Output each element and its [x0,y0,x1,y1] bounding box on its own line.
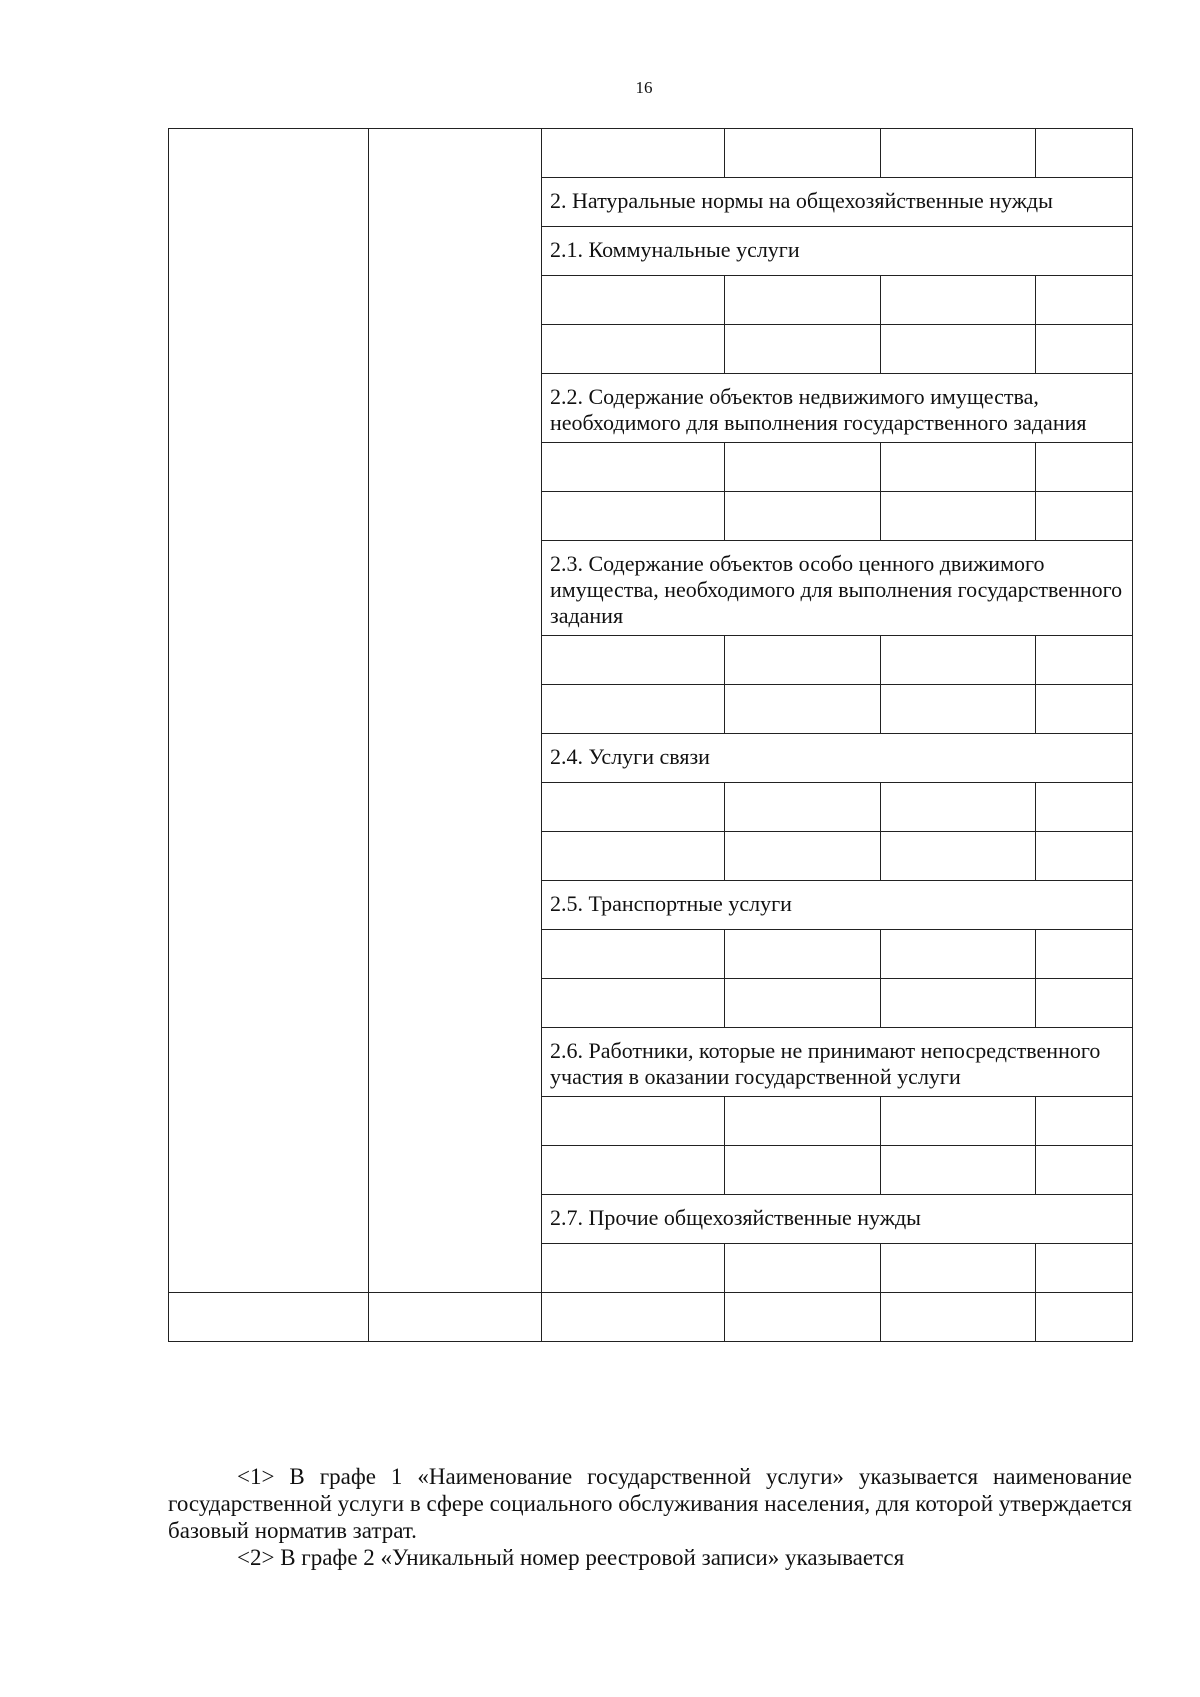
table-cell [725,979,881,1028]
table-cell [542,492,725,541]
table-cell [542,276,725,325]
table-cell [725,443,881,492]
table-cell [542,443,725,492]
table-cell [1036,325,1133,374]
table-cell [1036,443,1133,492]
table-cell [542,979,725,1028]
table-cell [1036,492,1133,541]
table-cell [1036,636,1133,685]
registry-number-cell [369,129,542,1293]
table-cell [881,443,1036,492]
table-cell [1036,832,1133,881]
table-cell [542,930,725,979]
table-cell [725,325,881,374]
table-cell [542,1244,725,1293]
table-cell [542,685,725,734]
table-cell [881,783,1036,832]
section-heading: 2.7. Прочие общехозяйственные нужды [542,1195,1133,1244]
table-cell [1036,1293,1133,1342]
table-cell [881,930,1036,979]
table-cell [725,1097,881,1146]
table-cell [725,832,881,881]
footnotes [168,1463,1132,1571]
section-heading: 2.2. Содержание объектов недвижимого имущества, необходимого для выполнения государственного задания [542,374,1133,443]
table-cell [725,930,881,979]
table-cell [542,1097,725,1146]
table-row [169,129,1133,178]
table-cell [725,276,881,325]
table-cell [881,492,1036,541]
table-cell [1036,1244,1133,1293]
table-cell [1036,129,1133,178]
table-cell [725,685,881,734]
table-cell [542,325,725,374]
table-cell [369,1293,542,1342]
table-cell [542,1293,725,1342]
table-cell [881,636,1036,685]
table-cell [1036,979,1133,1028]
table-cell [1036,783,1133,832]
section-heading: 2.1. Коммунальные услуги [542,227,1133,276]
page-number: 16 [635,78,653,97]
table-cell [881,325,1036,374]
table-cell [725,783,881,832]
section-heading: 2. Натуральные нормы на общехозяйственные нужды [542,178,1133,227]
table-cell [881,276,1036,325]
table-cell [1036,276,1133,325]
table-cell [881,832,1036,881]
table-cell [542,783,725,832]
table-cell [881,1146,1036,1195]
table-cell [1036,685,1133,734]
table-cell [881,1097,1036,1146]
table-cell [881,129,1036,178]
table-cell [542,636,725,685]
table-cell [1036,1097,1133,1146]
table-cell [725,636,881,685]
section-heading: 2.6. Работники, которые не принимают непосредственного участия в оказании государственной услуги [542,1028,1133,1097]
footnote-2: <2> В графе 2 «Уникальный номер реестровой записи» указывается [237,1545,905,1570]
section-heading: 2.5. Транспортные услуги [542,881,1133,930]
table-cell [542,129,725,178]
table-cell [881,685,1036,734]
section-heading: 2.3. Содержание объектов особо ценного движимого имущества, необходимого для выполнения государственного задания [542,541,1133,636]
table-cell [725,492,881,541]
table-cell [1036,930,1133,979]
section-heading: 2.4. Услуги связи [542,734,1133,783]
table-cell [725,129,881,178]
table-cell [881,1293,1036,1342]
table-cell [881,1244,1036,1293]
table-cell [725,1146,881,1195]
table-cell [542,832,725,881]
table-cell [169,1293,369,1342]
footnote-1: <1> В графе 1 «Наименование государственной услуги» указывается наименование государственной услуги в сфере социального обслуживания населения, для которой утверждается базовый норматив затрат. [168,1464,1132,1543]
table-cell [725,1293,881,1342]
natural-norms-table [168,128,1133,1342]
table-cell [1036,1146,1133,1195]
table-row [169,1293,1133,1342]
table-cell [542,1146,725,1195]
service-name-cell [169,129,369,1293]
table-cell [881,979,1036,1028]
table-cell [725,1244,881,1293]
